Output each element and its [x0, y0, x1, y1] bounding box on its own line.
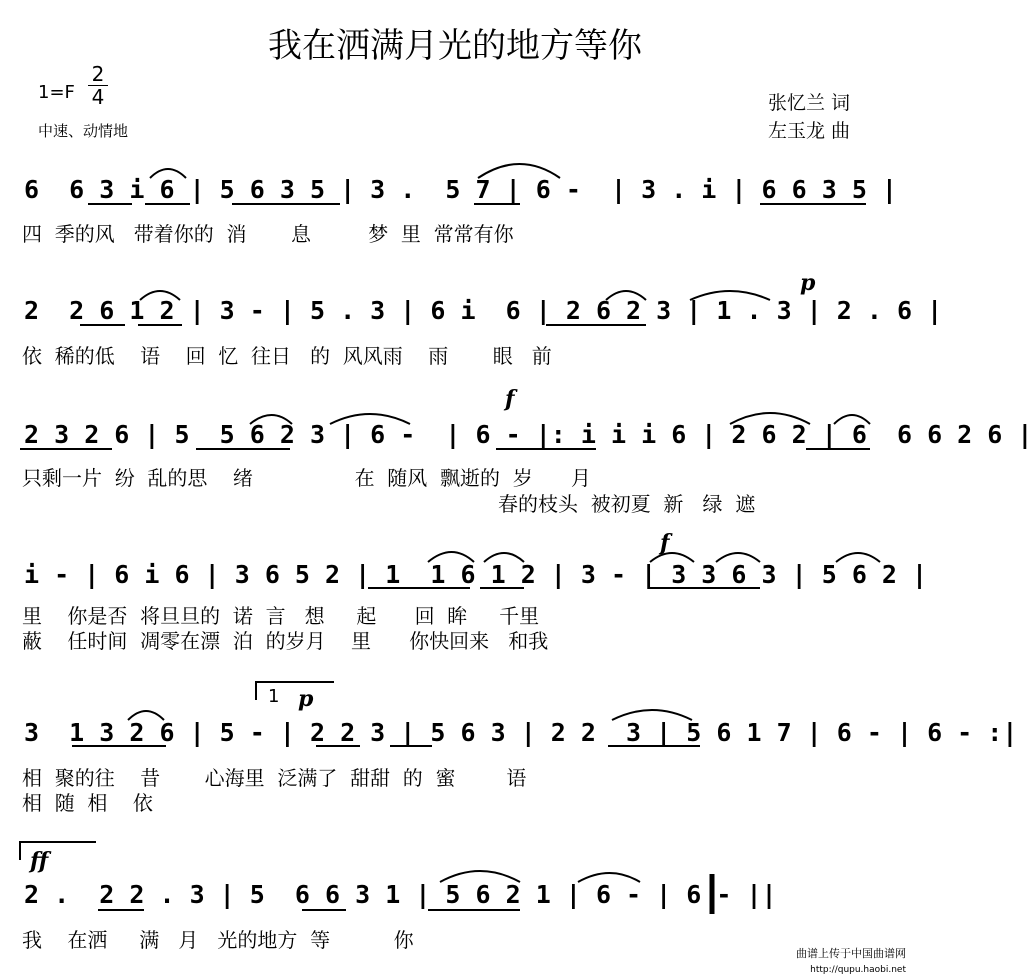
- staff-5-lyrics-1: 相 聚的往 昔 心海里 泛满了 甜甜 的 蜜 语: [22, 766, 527, 790]
- staff-5-notes: 3 1 3 2 6 | 5 - | 2 2 3 | 5 6 3 | 2 2 3 | 5 6 1 7 | 6 - | 6 - :|: [24, 718, 1018, 747]
- dynamic-forte-2: f: [660, 530, 670, 556]
- dynamic-forte-1: f: [505, 386, 515, 412]
- dynamic-piano-2: p: [298, 686, 314, 712]
- composer: 左玉龙 曲: [768, 120, 851, 142]
- staff-2-notes: 2 2 6 1 2 | 3 - | 5 . 3 | 6 i 6 | 2 6 2 3 | 1 . 3 | 2 . 6 |: [24, 296, 943, 325]
- tempo-marking: 中速、动情地: [38, 122, 129, 140]
- staff-4-notes: i - | 6 i 6 | 3 6 5 2 | 1 1 6 1 2 | 3 - | 3 3 6 3 | 5 6 2 |: [24, 560, 928, 589]
- staff-1-notes: 6 6 3 i 6 | 5 6 3 5 | 3 . 5 7 | 6 - | 3 . i | 6 6 3 5 |: [24, 175, 897, 204]
- staff-6-lyrics: 我 在洒 满 月 光的地方 等 你: [22, 928, 414, 952]
- dynamic-fortissimo: ff: [30, 848, 49, 874]
- key-signature: 1=F: [38, 82, 75, 103]
- staff-6-notes: 2 . 2 2 . 3 | 5 6 6 3 1 | 5 6 2 1 | 6 - | 6 - ||: [24, 880, 777, 909]
- volta-number: 1: [268, 686, 280, 707]
- staff-2-lyrics: 依 稀的低 语 回 忆 往日 的 风风雨 雨 眼 前: [22, 344, 552, 368]
- staff-4-lyrics-1: 里 你是否 将旦旦的 诺 言 想 起 回 眸 千里: [22, 604, 540, 628]
- staff-5-lyrics-2: 相 随 相 依: [22, 791, 153, 815]
- site-url: http://qupu.haobi.net: [810, 965, 906, 975]
- staff-4-lyrics-2: 蔽 任时间 凋零在漂 泊 的岁月 里 你快回来 和我: [22, 629, 549, 653]
- staff-3-lyrics-1: 只剩一片 纷 乱的思 绪 在 随风 飘逝的 岁 月: [22, 466, 591, 490]
- page-title: 我在洒满月光的地方等你: [268, 26, 642, 66]
- site-credit: 曲谱上传于中国曲谱网: [796, 947, 906, 960]
- staff-3-notes: 2 3 2 6 | 5 5 6 2 3 | 6 - | 6 - |: i i i 6 | 2 6 2 | 6 6 6 2 6 |: [24, 420, 1032, 449]
- dynamic-piano-1: p: [800, 270, 816, 296]
- staff-3-lyrics-2: 春的枝头 被初夏 新 绿 遮: [498, 492, 756, 516]
- lyricist: 张忆兰 词: [768, 92, 851, 114]
- time-bottom: 4: [91, 85, 105, 109]
- staff-1-lyrics: 四 季的风 带着你的 消 息 梦 里 常常有你: [22, 222, 514, 246]
- time-top: 2: [91, 62, 105, 86]
